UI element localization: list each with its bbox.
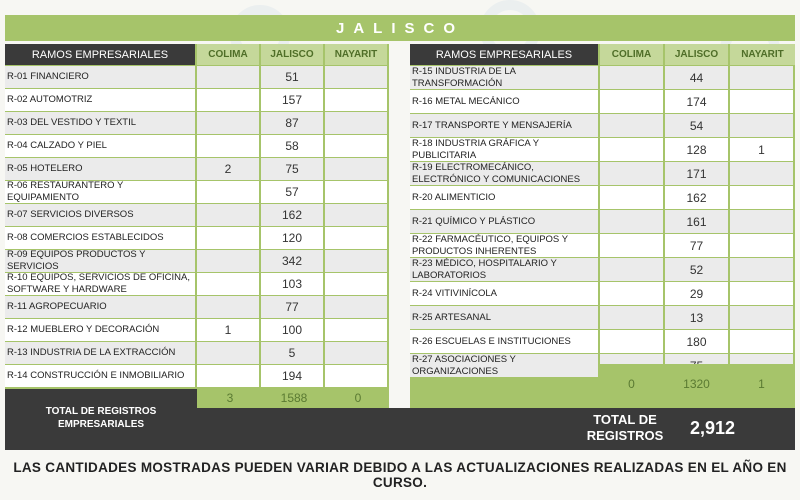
count-jalisco: 57 — [261, 181, 323, 203]
count-nayarit — [325, 250, 387, 272]
table-row — [5, 204, 387, 227]
ramo-name: R-26 ESCUELAS E INSTITUCIONES — [410, 330, 598, 353]
ramo-name: R-03 DEL VESTIDO Y TEXTIL — [5, 112, 195, 134]
count-colima — [600, 90, 663, 113]
count-colima — [600, 66, 663, 89]
count-nayarit — [730, 258, 793, 281]
header-jalisco: JALISCO — [261, 44, 323, 65]
count-colima — [197, 342, 259, 364]
table-row — [5, 158, 387, 181]
count-colima — [197, 250, 259, 272]
count-nayarit — [325, 342, 387, 364]
count-colima — [600, 162, 663, 185]
ramo-name: R-14 CONSTRUCCIÓN E INMOBILIARIO — [5, 365, 195, 387]
count-nayarit — [325, 135, 387, 157]
table-row — [410, 258, 793, 282]
table-row — [410, 114, 793, 138]
count-colima — [600, 210, 663, 233]
ramo-name: R-09 EQUIPOS PRODUCTOS Y SERVICIOS — [5, 250, 195, 272]
ramo-name: R-10 EQUIPOS, SERVICIOS DE OFICINA, SOFTWARE Y HARDWARE — [5, 273, 195, 295]
header-ramos: RAMOS EMPRESARIALES — [5, 44, 195, 65]
count-nayarit — [325, 204, 387, 226]
table-row — [410, 234, 793, 258]
table-row — [5, 112, 387, 135]
count-nayarit — [730, 210, 793, 233]
count-colima — [197, 181, 259, 203]
count-nayarit — [730, 162, 793, 185]
ramo-name: R-07 SERVICIOS DIVERSOS — [5, 204, 195, 226]
header-colima: COLIMA — [600, 44, 663, 65]
left-total-jalisco: 1588 — [263, 389, 325, 407]
table-row — [410, 186, 793, 210]
ramo-name: R-27 ASOCIACIONES Y ORGANIZACIONES — [410, 354, 598, 377]
ramo-name: R-15 INDUSTRIA DE LA TRANSFORMACIÓN — [410, 66, 598, 89]
table-row — [5, 342, 387, 365]
table-row — [410, 66, 793, 90]
header-colima: COLIMA — [197, 44, 259, 65]
table-row — [5, 273, 387, 296]
table-row — [5, 227, 387, 250]
count-nayarit — [730, 234, 793, 257]
ramo-name: R-20 ALIMENTICIO — [410, 186, 598, 209]
count-colima — [600, 138, 663, 161]
count-jalisco: 54 — [665, 114, 728, 137]
count-colima — [197, 66, 259, 88]
count-jalisco: 87 — [261, 112, 323, 134]
count-jalisco: 174 — [665, 90, 728, 113]
total-registros-empresariales-label: TOTAL DE REGISTROS EMPRESARIALES — [45, 406, 157, 430]
count-jalisco: 58 — [261, 135, 323, 157]
count-nayarit — [730, 90, 793, 113]
table-row — [5, 135, 387, 158]
header-nayarit: NAYARIT — [325, 44, 387, 65]
count-jalisco: 162 — [665, 186, 728, 209]
ramo-name: R-04 CALZADO Y PIEL — [5, 135, 195, 157]
header-nayarit: NAYARIT — [730, 44, 795, 65]
table-row — [5, 296, 387, 319]
header-jalisco: JALISCO — [665, 44, 728, 65]
count-nayarit — [730, 186, 793, 209]
count-jalisco: 44 — [665, 66, 728, 89]
count-colima — [197, 296, 259, 318]
ramo-name: R-05 HOTELERO — [5, 158, 195, 180]
count-jalisco: 100 — [261, 319, 323, 341]
count-colima: 1 — [197, 319, 259, 341]
ramo-name: R-11 AGROPECUARIO — [5, 296, 195, 318]
table-row — [410, 90, 793, 114]
table-row — [5, 66, 387, 89]
count-jalisco: 161 — [665, 210, 728, 233]
count-jalisco: 51 — [261, 66, 323, 88]
count-colima — [197, 135, 259, 157]
right-total-nayarit: 1 — [730, 364, 793, 404]
count-jalisco: 5 — [261, 342, 323, 364]
count-nayarit — [325, 181, 387, 203]
footer-note: LAS CANTIDADES MOSTRADAS PUEDEN VARIAR DEBIDO A LAS ACTUALIZACIONES REALIZADAS EN EL AÑO EN CURSO. — [13, 460, 787, 490]
ramo-name: R-22 FARMACÉUTICO, EQUIPOS Y PRODUCTOS INHERENTES — [410, 234, 598, 257]
left-total-nayarit: 0 — [327, 389, 389, 407]
count-jalisco: 120 — [261, 227, 323, 249]
grand-total-value: 2,912 — [690, 418, 736, 438]
right-total-colima: 0 — [600, 364, 663, 404]
ramo-name: R-16 METAL MECÁNICO — [410, 90, 598, 113]
count-jalisco: 75 — [261, 158, 323, 180]
count-jalisco: 29 — [665, 282, 728, 305]
ramo-name: R-23 MÉDICO, HOSPITALARIO Y LABORATORIOS — [410, 258, 598, 281]
count-nayarit — [325, 365, 387, 387]
ramo-name: R-21 QUÍMICO Y PLÁSTICO — [410, 210, 598, 233]
count-colima — [197, 365, 259, 387]
count-nayarit — [730, 330, 793, 353]
count-jalisco: 194 — [261, 365, 323, 387]
count-jalisco: 77 — [665, 234, 728, 257]
count-colima: 2 — [197, 158, 259, 180]
count-nayarit — [730, 282, 793, 305]
count-colima — [600, 186, 663, 209]
count-nayarit — [325, 273, 387, 295]
count-nayarit — [325, 319, 387, 341]
count-jalisco: 77 — [261, 296, 323, 318]
ramo-name: R-17 TRANSPORTE Y MENSAJERÍA — [410, 114, 598, 137]
count-colima — [197, 204, 259, 226]
ramo-name: R-06 RESTAURANTERO Y EQUIPAMIENTO — [5, 181, 195, 203]
count-colima — [600, 114, 663, 137]
right-totals-row — [598, 364, 793, 404]
ramo-name: R-08 COMERCIOS ESTABLECIDOS — [5, 227, 195, 249]
count-nayarit — [730, 114, 793, 137]
ramo-name: R-02 AUTOMOTRIZ — [5, 89, 195, 111]
count-jalisco: 103 — [261, 273, 323, 295]
count-colima — [197, 273, 259, 295]
ramo-name: R-13 INDUSTRIA DE LA EXTRACCIÓN — [5, 342, 195, 364]
count-colima — [197, 89, 259, 111]
left-totals-row — [197, 389, 389, 407]
count-colima — [600, 258, 663, 281]
count-jalisco: 171 — [665, 162, 728, 185]
count-nayarit — [325, 296, 387, 318]
left-table-panel — [5, 44, 389, 408]
table-row — [410, 162, 793, 186]
right-total-jalisco: 1320 — [665, 364, 728, 404]
count-nayarit — [325, 66, 387, 88]
grand-total-label: TOTAL DE REGISTROS — [586, 412, 664, 443]
count-colima — [600, 306, 663, 329]
count-jalisco: 162 — [261, 204, 323, 226]
ramo-name: R-12 MUEBLERO Y DECORACIÓN — [5, 319, 195, 341]
count-jalisco: 128 — [665, 138, 728, 161]
table-row — [410, 282, 793, 306]
header-ramos: RAMOS EMPRESARIALES — [410, 44, 598, 65]
count-colima — [197, 112, 259, 134]
ramo-name: R-01 FINANCIERO — [5, 66, 195, 88]
table-row — [410, 306, 793, 330]
count-nayarit — [325, 227, 387, 249]
ramo-name: R-25 ARTESANAL — [410, 306, 598, 329]
table-row — [5, 365, 387, 388]
count-jalisco: 180 — [665, 330, 728, 353]
count-nayarit — [325, 112, 387, 134]
count-jalisco: 342 — [261, 250, 323, 272]
count-jalisco: 13 — [665, 306, 728, 329]
count-colima — [600, 234, 663, 257]
count-nayarit — [325, 89, 387, 111]
state-title: JALISCO — [5, 15, 795, 41]
table-row — [410, 138, 793, 162]
count-colima — [600, 330, 663, 353]
count-colima — [197, 227, 259, 249]
count-jalisco: 52 — [665, 258, 728, 281]
ramo-name: R-18 INDUSTRIA GRÁFICA Y PUBLICITARIA — [410, 138, 598, 161]
count-nayarit: 1 — [730, 138, 793, 161]
count-jalisco: 157 — [261, 89, 323, 111]
table-row — [5, 319, 387, 342]
table-row — [5, 181, 387, 204]
count-nayarit — [730, 306, 793, 329]
table-row — [5, 250, 387, 273]
table-row — [5, 89, 387, 112]
table-row — [410, 330, 793, 354]
right-table-panel — [410, 44, 795, 408]
table-row — [410, 210, 793, 234]
count-nayarit — [730, 66, 793, 89]
count-colima — [600, 282, 663, 305]
count-nayarit — [325, 158, 387, 180]
ramo-name: R-24 VITIVINÍCOLA — [410, 282, 598, 305]
left-total-colima: 3 — [199, 389, 261, 407]
ramo-name: R-19 ELECTROMECÁNICO, ELECTRÓNICO Y COMUNICACIONES — [410, 162, 598, 185]
